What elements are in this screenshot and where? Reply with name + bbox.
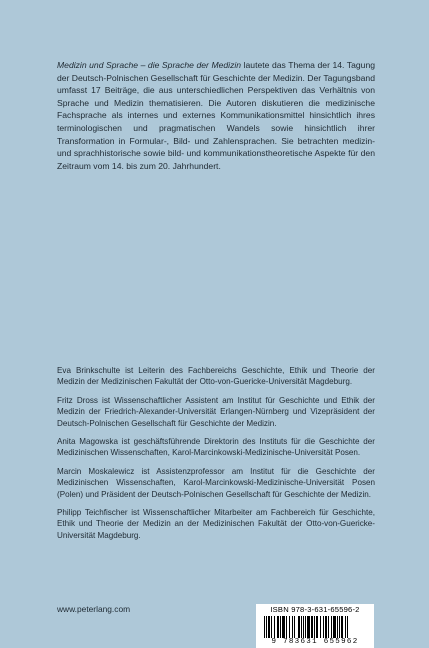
publisher-website[interactable]: www.peterlang.com xyxy=(57,604,131,614)
barcode-digits: 9 783631 655962 xyxy=(258,638,372,647)
bio-magowska: Anita Magowska ist geschäftsführende Direktorin des Instituts für die Geschichte der Medizinischen Wissenschaften, Karol-Marcinkowski-Medizinische-Universität Posen. xyxy=(57,437,375,458)
isbn-barcode xyxy=(256,604,374,648)
bio-dross: Fritz Dross ist Wissenschaftlicher Assistent am Institut für Geschichte und Ethik der Medizin der Friedrich-Alexander-Universität Erlangen-Nürnberg und Vizepräsident der Deutsch-Polnischen Gesellschaft für Geschichte der Medizin. xyxy=(57,395,375,428)
isbn-label: ISBN 978-3-631-65596-2 xyxy=(270,605,360,614)
bio-moskalewicz: Marcin Moskalewicz ist Assistenzprofessor am Institut für die Geschichte der Medizinischen Wissenschaften, Karol-Marcinkowski-Medizinische-Universität Posen (Polen) und Präsident der Deutsch-Polnischen Gesellschaft für Geschichte der Medizin. xyxy=(57,466,375,499)
back-cover-blurb xyxy=(57,59,375,172)
bio-teichfischer: Philipp Teichfischer ist Wissenschaftlicher Mitarbeiter am Fachbereich für Geschichte, Ethik und Theorie der Medizin an der Medizinischen Fakultät der Otto-von-Guericke-Universität Magdeburg. xyxy=(57,508,375,540)
bio-brinkschulte: Eva Brinkschulte ist Leiterin des Fachbereichs Geschichte, Ethik und Theorie der Medizin der Medizinischen Fakultät der Otto-von-Guericke-Universität Magdeburg. xyxy=(57,366,375,387)
book-title-italic: Medizin und Sprache – die Sprache der Medizin xyxy=(57,60,242,70)
author-bios xyxy=(57,365,375,548)
blurb-text: lautete das Thema der 14. Tagung der Deutsch-Polnischen Gesellschaft für Geschichte der Medizin. Der Tagungsband umfasst 17 Beiträge, die aus unterschiedlichen Perspektiven das Verhältnis von Sprache und Medizin thematisieren. Die Autoren diskutieren die medizinische Fachsprache als internes und externes Kommunikationsmittel hinsichtlich ihres terminologischen und pragmatischen Wandels sowie hinsichtlich ihrer Transformation in Formular-, Bild- und Zahlensprachen. Sie betrachten medizin- und sprachhistorische sowie bild- und kommunikationstheoretische Aspekte für den Zeitraum vom 14. bis zum 20. Jahrhundert. xyxy=(57,60,376,171)
